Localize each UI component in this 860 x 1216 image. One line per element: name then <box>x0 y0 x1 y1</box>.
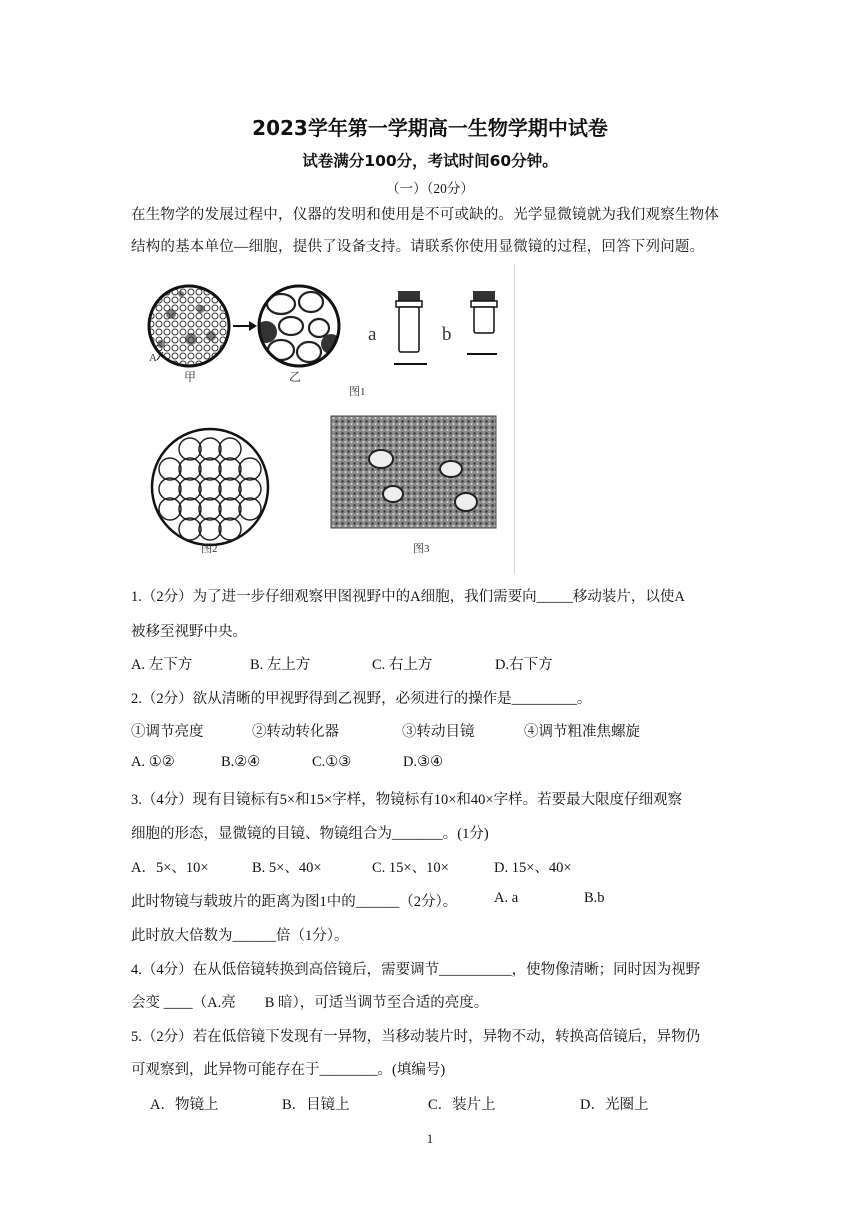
q3-option-c: C. 15×、10× <box>372 860 449 876</box>
field-yi <box>255 286 341 366</box>
q3-line-4: 此时放大倍数为______倍（1分）。 <box>131 928 349 944</box>
q5-option-b: B．目镜上 <box>282 1097 350 1113</box>
q5-line-2: 可观察到，此异物可能存在于________。(填编号) <box>131 1062 446 1078</box>
q1-option-a: A. 左下方 <box>131 657 193 673</box>
q2-op-2: ②转动转化器 <box>252 724 339 740</box>
q3-line-3: 此时物镜与载玻片的距离为图1中的______（2分）。 <box>131 894 458 910</box>
q2-option-c: C.①③ <box>312 754 352 770</box>
caption-fig3: 图3 <box>413 543 430 555</box>
q3-option-a: A．5×、10× <box>131 860 209 876</box>
label-jia: 甲 <box>184 370 197 384</box>
q4-line-1: 4.（4分）在从低倍镜转换到高倍镜后，需要调节__________，使物像清晰；同时因为视野 <box>131 962 701 978</box>
q1-option-b: B. 左上方 <box>250 657 311 673</box>
q3-option-b: B. 5×、40× <box>252 860 322 876</box>
figure-drawing <box>131 264 514 574</box>
q3-line-1: 3.（4分）现有目镜标有5×和15×字样，物镜标有10×和40×字样。若要最大限度仔细观察 <box>131 792 683 808</box>
field-jia <box>149 286 229 366</box>
label-cell-A: A <box>149 352 157 364</box>
field-circles <box>152 429 268 545</box>
q5-option-a: A．物镜上 <box>150 1097 219 1113</box>
objective-lens-a <box>394 291 427 364</box>
label-yi: 乙 <box>289 370 302 384</box>
q2-option-b: B.②④ <box>221 754 261 770</box>
section-heading: （一）（20分） <box>386 181 474 196</box>
q1-line-2: 被移至视野中央。 <box>131 624 247 640</box>
q2-option-a: A. ①② <box>131 754 175 770</box>
q5-line-1: 5.（2分）若在低倍镜下发现有一异物，当移动装片时，异物不动，转换高倍镜后，异物仍 <box>131 1029 701 1045</box>
q2-line-1: 2.（2分）欲从清晰的甲视野得到乙视野，必须进行的操作是_________。 <box>131 691 592 707</box>
objective-lens-b <box>467 291 497 354</box>
caption-fig1: 图1 <box>349 386 366 398</box>
exam-subtitle: 试卷满分100分，考试时间60分钟。 <box>302 152 558 170</box>
q5-option-d: D．光圈上 <box>580 1097 649 1113</box>
microscope-figure <box>131 264 515 574</box>
q5-option-c: C．装片上 <box>428 1097 496 1113</box>
q3-line-2: 细胞的形态，显微镜的目镜、物镜组合为_______。(1分) <box>131 826 489 842</box>
q3-line3-option-b: B.b <box>584 890 605 906</box>
q2-op-1: ①调节亮度 <box>131 724 204 740</box>
q3-line3-option-a: A. a <box>494 890 519 906</box>
exam-title: 2023学年第一学期高一生物学期中试卷 <box>252 116 608 140</box>
intro-line-1: 在生物学的发展过程中，仪器的发明和使用是不可或缺的。光学显微镜就为我们观察生物体 <box>131 207 719 223</box>
q2-op-4: ④调节粗准焦螺旋 <box>524 724 640 740</box>
page-number: 1 <box>426 1131 434 1146</box>
q1-option-c: C. 右上方 <box>372 657 433 673</box>
arrow-icon <box>233 321 257 331</box>
label-b: b <box>442 324 452 345</box>
q3-option-d: D. 15×、40× <box>494 860 572 876</box>
caption-fig2: 图2 <box>201 543 218 555</box>
intro-line-2: 结构的基本单位—细胞，提供了设备支持。请联系你使用显微镜的过程，回答下列问题。 <box>131 239 705 255</box>
q2-option-d: D.③④ <box>403 754 444 770</box>
q1-line-1: 1.（2分）为了进一步仔细观察甲图视野中的A细胞，我们需要向_____移动装片，以使A <box>131 589 685 605</box>
q4-line-2: 会变 ____（A.亮 B 暗），可适当调节至合适的亮度。 <box>131 995 489 1011</box>
label-a: a <box>368 324 377 345</box>
q2-op-3: ③转动目镜 <box>402 724 475 740</box>
micrograph-image <box>331 416 496 528</box>
q1-option-d: D.右下方 <box>495 657 553 673</box>
